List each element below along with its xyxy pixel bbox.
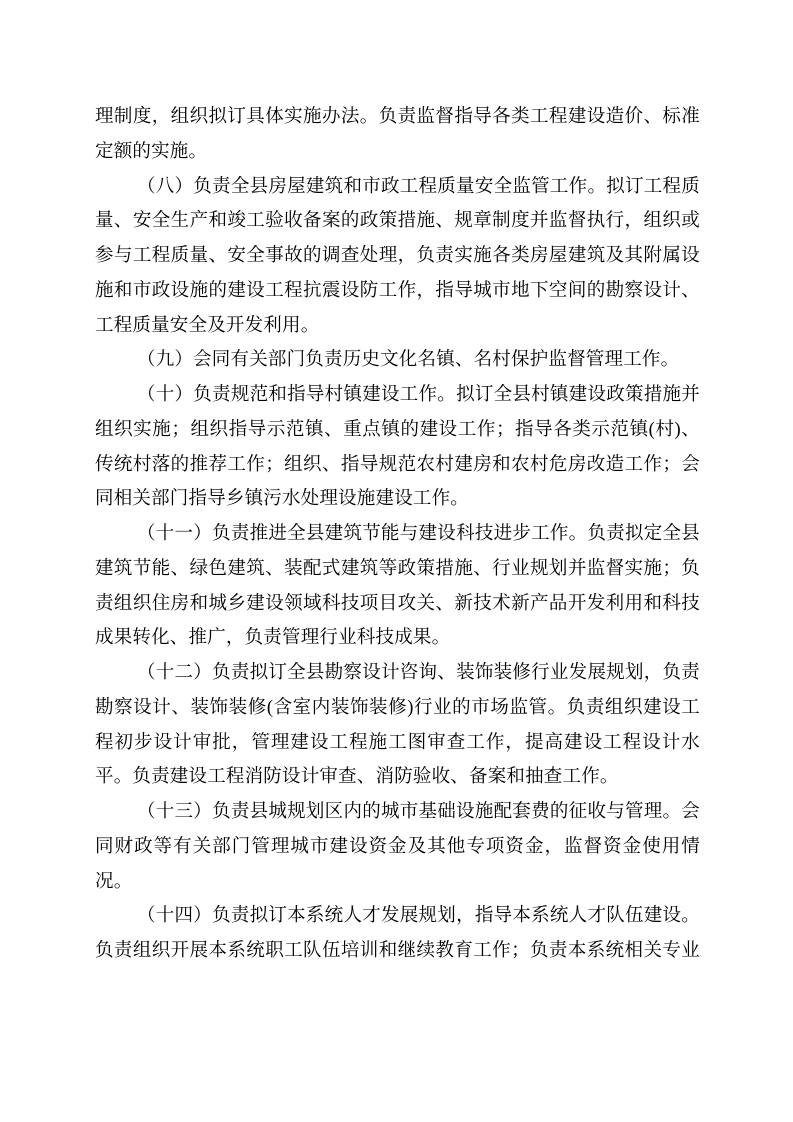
text-line: 组织实施；组织指导示范镇、重点镇的建设工作；指导各类示范镇(村)、 <box>95 419 700 440</box>
text-line: 建筑节能、绿色建筑、装配式建筑等政策措施、行业规划并监督实施；负 <box>95 558 700 579</box>
text-line: 参与工程质量、安全事故的调查处理，负责实施各类房屋建筑及其附属设 <box>95 246 700 266</box>
text-line: 程初步设计审批，管理建设工程施工图审查工作，提高建设工程设计水 <box>95 732 700 753</box>
text-line: 定额的实施。 <box>95 141 208 162</box>
text-line-item-13: （十三）负责县城规划区内的城市基础设施配套费的征收与管理。会 <box>137 802 700 822</box>
text-line: 工程质量安全及开发利用。 <box>95 315 320 336</box>
text-line: 负责组织开展本系统职工队伍培训和继续教育工作；负责本系统相关专业 <box>95 941 700 961</box>
text-line: 责组织住房和城乡建设领域科技项目攻关、新技术新产品开发利用和科技 <box>95 593 700 614</box>
text-line: 成果转化、推广，负责管理行业科技成果。 <box>95 628 451 649</box>
document-body-text <box>95 100 700 969</box>
text-line: 况。 <box>95 871 133 892</box>
text-line-item-9: （九）会同有关部门负责历史文化名镇、名村保护监督管理工作。 <box>137 350 680 371</box>
text-line-item-14: （十四）负责拟订本系统人才发展规划，指导本系统人才队伍建设。 <box>137 906 700 927</box>
text-line-item-11: （十一）负责推进全县建筑节能与建设科技进步工作。负责拟定全县 <box>137 524 700 544</box>
text-line: 理制度，组织拟订具体实施办法。负责监督指导各类工程建设造价、标准 <box>95 107 700 127</box>
text-line: 平。负责建设工程消防设计审查、消防验收、备案和抽查工作。 <box>95 767 619 788</box>
text-line: 量、安全生产和竣工验收备案的政策措施、规章制度并监督执行，组织或 <box>95 211 700 232</box>
text-line: 施和市政设施的建设工程抗震设防工作，指导城市地下空间的勘察设计、 <box>95 280 700 301</box>
text-line-item-12: （十二）负责拟订全县勘察设计咨询、装饰装修行业发展规划，负责 <box>137 663 700 683</box>
text-line: 勘察设计、装饰装修(含室内装饰装修)行业的市场监管。负责组织建设工 <box>95 697 700 718</box>
text-line-item-10: （十）负责规范和指导村镇建设工作。拟订全县村镇建设政策措施并 <box>137 385 700 405</box>
text-line: 同相关部门指导乡镇污水处理设施建设工作。 <box>95 489 470 510</box>
text-line: 同财政等有关部门管理城市建设资金及其他专项资金，监督资金使用情 <box>95 836 700 857</box>
text-line: 传统村落的推荐工作；组织、指导规范农村建房和农村危房改造工作；会 <box>95 454 700 475</box>
text-line-item-8: （八）负责全县房屋建筑和市政工程质量安全监管工作。拟订工程质 <box>137 176 700 197</box>
